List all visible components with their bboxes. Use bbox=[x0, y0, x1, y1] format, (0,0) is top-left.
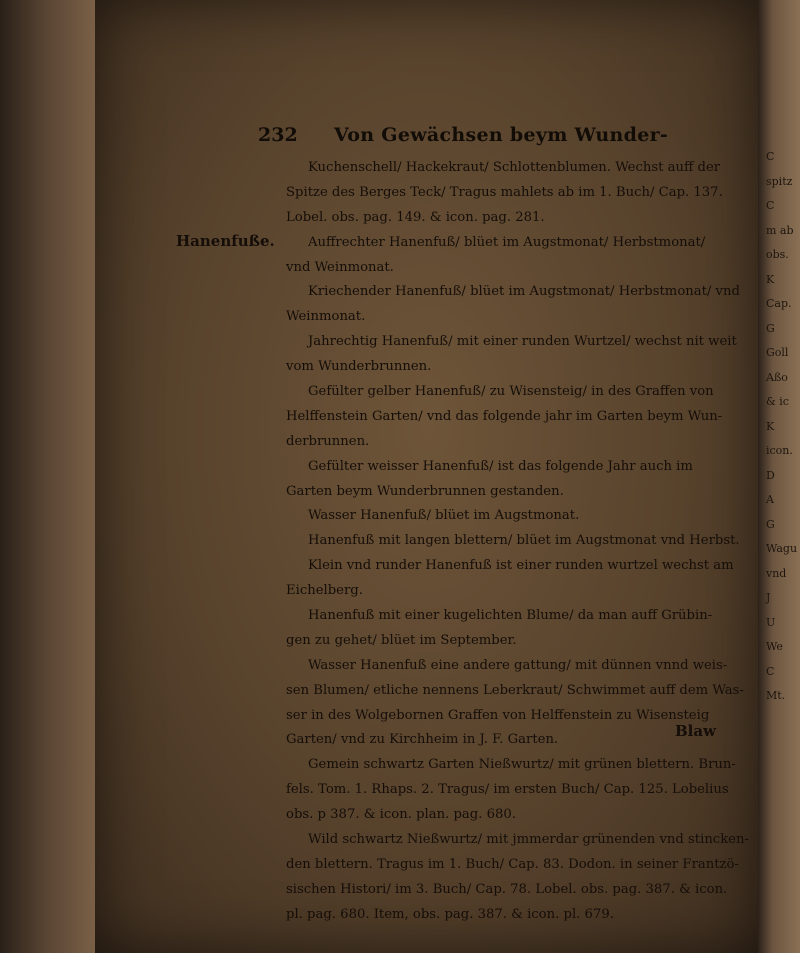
next-page-fragment: G bbox=[766, 321, 775, 335]
text-line: Auffrechter Hanenfuß/ blüet im Augstmonat/ Herbstmonat/ bbox=[308, 234, 706, 250]
text-line: Weinmonat. bbox=[286, 309, 366, 325]
next-page-fragment: Goll bbox=[766, 346, 789, 359]
next-page-fragment: obs. bbox=[766, 248, 789, 261]
text-line: gen zu gehet/ blüet im September. bbox=[286, 632, 517, 648]
running-title: Von Gewächsen beym Wunder- bbox=[334, 124, 669, 146]
text-line: Wild schwartz Nießwurtz/ mit jmmerdar grünenden vnd stincken- bbox=[308, 832, 749, 848]
text-line: obs. p 387. & icon. plan. pag. 680. bbox=[286, 807, 516, 823]
text-line: Gefülter gelber Hanenfuß/ zu Wisensteig/ in des Graffen von bbox=[308, 384, 714, 400]
text-line: Gemein schwartz Garten Nießwurtz/ mit grünen blettern. Brun- bbox=[308, 757, 736, 773]
text-line: sischen Histori/ im 3. Buch/ Cap. 78. Lobel. obs. pag. 387. & icon. bbox=[286, 881, 728, 897]
next-page-fragment: A bbox=[766, 493, 774, 506]
next-page-fragment: vnd bbox=[766, 566, 787, 580]
next-page-fragment: Aßo bbox=[766, 370, 788, 384]
next-page-fragment: m ab bbox=[766, 223, 794, 237]
text-line: Wasser Hanenfuß eine andere gattung/ mit dünnen vnnd weis- bbox=[308, 657, 728, 673]
next-page-fragment: We bbox=[766, 640, 783, 653]
text-line: pl. pag. 680. Item, obs. pag. 387. & icon. pl. 679. bbox=[286, 906, 614, 922]
next-page-fragment: K bbox=[766, 272, 775, 286]
text-line: Klein vnd runder Hanenfuß ist einer runden wurtzel wechst am bbox=[308, 558, 734, 574]
text-line: Garten/ vnd zu Kirchheim in J. F. Garten. bbox=[286, 732, 559, 748]
text-line: Lobel. obs. pag. 149. & icon. pag. 281. bbox=[286, 209, 545, 225]
text-line: Kriechender Hanenfuß/ blüet im Augstmonat/ Herbstmonat/ vnd bbox=[308, 284, 740, 300]
text-line: Garten beym Wunderbrunnen gestanden. bbox=[286, 483, 564, 499]
text-line: vom Wunderbrunnen. bbox=[286, 359, 432, 375]
next-page-fragment: Cap. bbox=[766, 297, 792, 310]
next-page-edge bbox=[758, 0, 800, 953]
text-line: sen Blumen/ etliche nennens Leberkraut/ Schwimmet auff dem Was- bbox=[286, 682, 744, 698]
text-line: vnd Weinmonat. bbox=[286, 259, 394, 275]
text-line: den blettern. Tragus im 1. Buch/ Cap. 83. Dodon. in seiner Frantzö- bbox=[286, 856, 739, 872]
next-page-fragment: Wagu bbox=[766, 542, 798, 555]
next-page-fragment: C bbox=[766, 664, 775, 678]
next-page-fragment: J bbox=[766, 591, 771, 604]
next-page-fragment: spitz bbox=[766, 174, 793, 188]
next-page-fragment: Mt. bbox=[766, 689, 786, 702]
text-line: Hanenfuß mit einer kugelichten Blume/ da man auff Grübin- bbox=[308, 608, 713, 624]
next-page-fragment: icon. bbox=[766, 444, 793, 457]
text-line: Spitze des Berges Teck/ Tragus mahlets ab im 1. Buch/ Cap. 137. bbox=[286, 184, 723, 200]
catchword: Blaw bbox=[675, 722, 717, 740]
text-line: Gefülter weisser Hanenfuß/ ist das folgende Jahr auch im bbox=[308, 458, 693, 474]
next-page-fragment: C bbox=[766, 199, 775, 212]
text-line: Hanenfuß mit langen blettern/ blüet im Augstmonat vnd Herbst. bbox=[308, 533, 740, 549]
text-line: Eichelberg. bbox=[286, 583, 363, 599]
margin-note: Hanenfuße. bbox=[176, 232, 275, 250]
page-number: 232 bbox=[258, 124, 298, 146]
page-header bbox=[258, 124, 718, 154]
next-page-fragment: D bbox=[766, 468, 775, 482]
next-page-fragment: G bbox=[766, 517, 775, 531]
text-line: derbrunnen. bbox=[286, 433, 370, 449]
text-line: Helffenstein Garten/ vnd das folgende jahr im Garten beym Wun- bbox=[286, 408, 723, 424]
body-text bbox=[286, 156, 749, 928]
text-line: Jahrechtig Hanenfuß/ mit einer runden Wurtzel/ wechst nit weit bbox=[308, 334, 737, 350]
text-line: Wasser Hanenfuß/ blüet im Augstmonat. bbox=[308, 508, 580, 524]
next-page-fragment: U bbox=[766, 615, 776, 629]
next-page-fragment: K bbox=[766, 419, 775, 433]
next-page-fragment: C bbox=[766, 150, 775, 163]
text-line: Kuchenschell/ Hackekraut/ Schlottenblumen. Wechst auff der bbox=[308, 160, 721, 175]
next-page-fragment: & ic bbox=[766, 395, 789, 408]
text-line: fels. Tom. 1. Rhaps. 2. Tragus/ im ersten Buch/ Cap. 125. Lobelius bbox=[286, 782, 729, 798]
text-line: ser in des Wolgebornen Graffen von Helffenstein zu Wisensteig bbox=[286, 707, 710, 723]
